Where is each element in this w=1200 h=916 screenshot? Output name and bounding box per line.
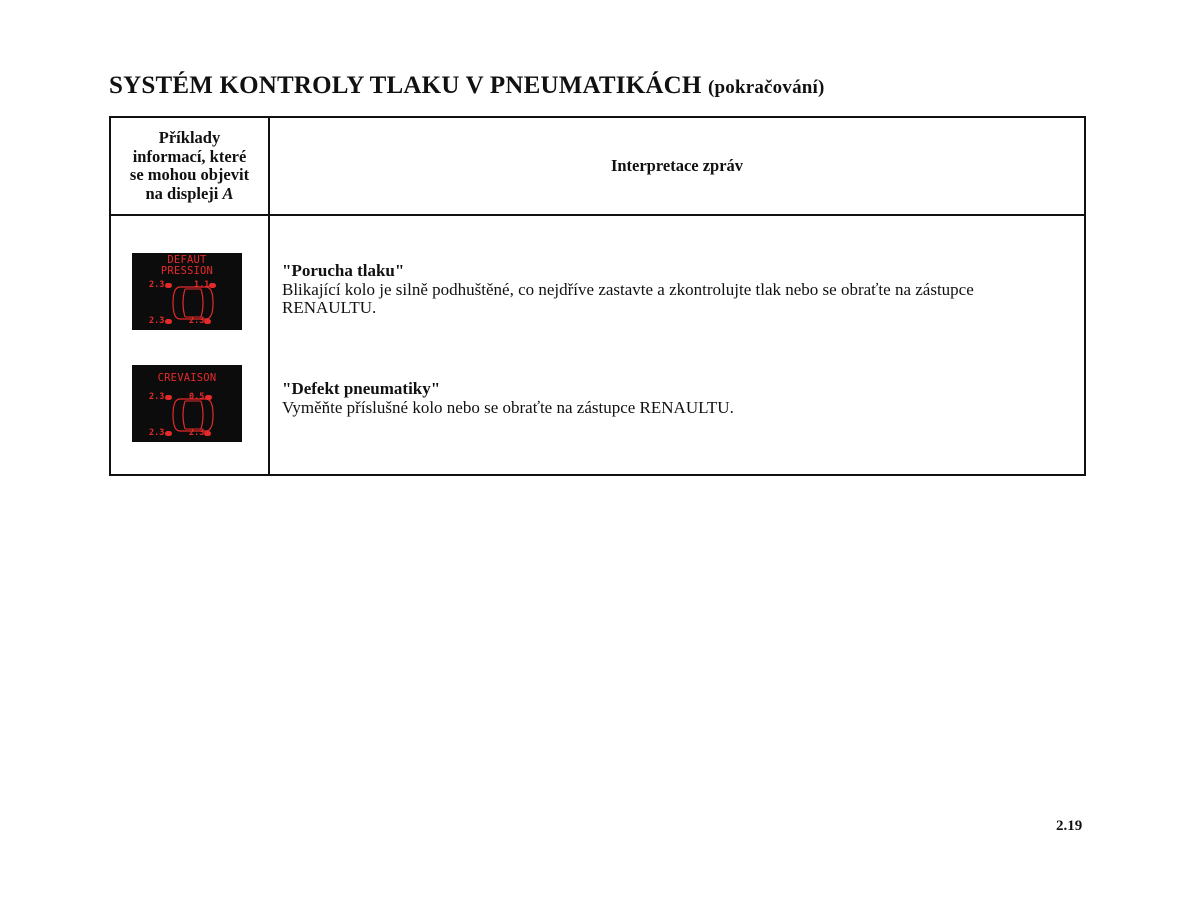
display-pressure-fault — [132, 253, 242, 330]
rear-left-tyre-icon — [165, 431, 172, 436]
message-puncture — [282, 380, 1072, 417]
header-divider — [111, 214, 1084, 216]
header-display-examples — [111, 118, 268, 214]
display-text-line-1: DEFAUT — [167, 254, 207, 266]
rear-right-pressure: 2.3 — [189, 316, 205, 326]
page-title-main: SYSTÉM KONTROLY TLAKU V PNEUMATIKÁCH — [109, 72, 702, 99]
header-left-line-2: informací, které — [132, 146, 247, 166]
message-text: Blikající kolo je silně podhuštěné, co nejdříve zastavte a zkontrolujte tlak nebo se obraťte na zástupce RENAULTU. — [282, 279, 974, 317]
rear-left-pressure: 2.3 — [149, 428, 165, 438]
front-left-pressure: 2.3 — [149, 280, 165, 290]
page-title-suffix: (pokračování) — [707, 77, 825, 98]
display-text-line-1: CREVAISON — [157, 372, 217, 384]
front-left-tyre-icon — [165, 283, 172, 288]
message-title: "Porucha tlaku" — [282, 261, 405, 280]
header-interpretation: Interpretace zpráv — [610, 156, 744, 175]
rear-right-tyre-icon — [204, 431, 211, 436]
message-pressure-fault — [282, 262, 1072, 318]
header-left-line-1: Příklady — [158, 128, 221, 147]
display-text-line-2: PRESSION — [160, 265, 214, 277]
page-title — [109, 72, 825, 100]
front-right-pressure: 1.1 — [194, 280, 210, 290]
rear-right-pressure: 2.3 — [189, 428, 205, 438]
header-left-line-4: na displeji A — [145, 183, 234, 203]
message-table — [109, 116, 1086, 476]
header-left-line-3: se mohou objevit — [129, 165, 250, 184]
rear-left-pressure: 2.3 — [149, 316, 165, 326]
display-reference: A — [222, 183, 234, 203]
front-left-pressure: 2.3 — [149, 392, 165, 402]
rear-right-tyre-icon — [204, 319, 211, 324]
display-puncture — [132, 365, 242, 442]
rear-left-tyre-icon — [165, 319, 172, 324]
message-text: Vyměňte příslušné kolo nebo se obraťte na zástupce RENAULTU. — [282, 397, 734, 417]
front-right-pressure: 0.5 — [189, 392, 205, 402]
front-left-tyre-icon — [165, 395, 172, 400]
page-number: 2.19 — [1056, 818, 1083, 834]
message-title: "Defekt pneumatiky" — [282, 379, 441, 398]
